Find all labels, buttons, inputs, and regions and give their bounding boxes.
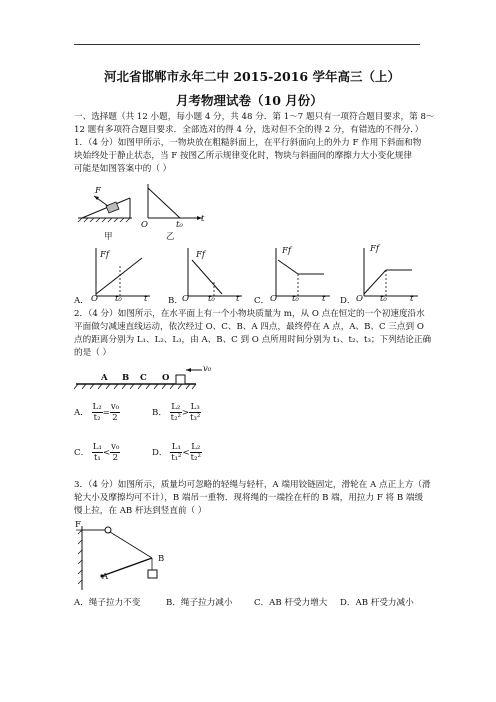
q2-option-C-label: C． — [74, 448, 90, 458]
q3-label-F: F — [75, 520, 81, 530]
fraction: $\frac{\text{v₀}}{2}$ — [111, 442, 120, 463]
q1-option-C-label[interactable]: C． — [254, 296, 270, 306]
q1-D-O: O — [356, 294, 363, 304]
q1-D-Ff: Ff — [370, 244, 380, 254]
q3-option-D[interactable]: D．AB 杆受力减小 — [340, 598, 414, 608]
q1-B-Ff: Ff — [196, 250, 206, 260]
q2-point-O: O — [162, 373, 170, 383]
section-heading-line2: 12 题有多项符合题目要求．全部选对的得 4 分，选对但不全的得 2 分，有错选的不得分．） — [74, 125, 424, 135]
q1-label-F: F — [95, 186, 101, 196]
q1-B-O: O — [182, 294, 189, 304]
page-title: 河北省邯郸市永年二中 2015-2016 学年高三（上） — [104, 69, 400, 84]
q2-option-D[interactable]: D． $\frac{\text{L₁}}{\text{t₁²}}$ < $\frac{\text{L₂}}{\text{t₂²}}$ — [152, 442, 201, 463]
q3-option-C[interactable]: C．AB 杆受力增大 — [254, 598, 328, 608]
block — [106, 202, 119, 213]
q1-option-C-graph — [268, 246, 338, 302]
rod-AB — [102, 558, 152, 576]
weight — [148, 570, 157, 578]
q1-option-D-graph — [356, 246, 426, 302]
q3-text-line2: 轮大小及摩擦均可不计），B 端吊一重物．现将绳的一端拴在杆的 B 端，用拉力 F 将 B 端缓 — [74, 493, 424, 503]
q1-text-line3: 可能是如图答案中的（ ） — [74, 164, 172, 174]
q1-A-t: t — [144, 294, 148, 304]
q1-option-A-graph — [88, 246, 158, 302]
fraction: $\frac{\text{L₁}}{\text{t₁²}}$ — [171, 442, 182, 463]
q1-graph-t: t — [201, 214, 205, 224]
q1-C-Ff: Ff — [282, 246, 292, 256]
q1-text-line2: 块始终处于静止状态，当 F 按图乙所示规律变化时，物块与斜面间的摩擦力大小变化规律 — [74, 151, 412, 161]
top-rule — [74, 44, 420, 45]
q2-v0-label: v₀ — [203, 364, 212, 374]
q3-figure-pulley — [72, 520, 172, 592]
block — [176, 375, 185, 384]
q2-option-D-label: D． — [152, 448, 168, 458]
q2-text-line1: 2．（4 分）如图所示，在水平面上有一个小物块质量为 m，从 O 点在恒定的一个初速度沿水 — [74, 309, 425, 319]
q1-A-O: O — [91, 294, 98, 304]
q1-C-O: O — [270, 294, 277, 304]
q3-text-line3: 慢上拉，在 AB 杆达到竖直前（ ） — [74, 506, 207, 516]
q1-A-t0: t₀ — [115, 294, 122, 304]
section-heading-line1: 一、选择题（共 12 小题，每小题 4 分，共 48 分．第 1～7 题只有一项符合题目要求，第 8～ — [74, 112, 435, 122]
q1-option-A-label[interactable]: A． — [74, 296, 89, 306]
fraction: $\frac{\text{L₂}}{\text{t₂}}$ — [92, 402, 102, 423]
q1-D-t: t — [410, 294, 414, 304]
F-line — [148, 188, 180, 218]
q1-C-t: t — [322, 294, 326, 304]
page-subtitle: 月考物理试卷（10 月份） — [176, 93, 323, 108]
q2-point-A: A — [101, 373, 108, 383]
fraction: $\frac{\text{L₂}}{\text{t₂²}}$ — [170, 402, 181, 423]
q2-point-B: B — [122, 373, 130, 383]
q3-label-B: B — [158, 554, 165, 564]
fraction: $\frac{\text{L₁}}{\text{t₁}}$ — [92, 442, 102, 463]
q1-text-line1: 1．（4 分）如图甲所示，一物块放在粗糙斜面上，在平行斜面向上的外力 F 作用下斜面和物 — [74, 138, 422, 148]
q2-text-line3: 点的距离分别为 L₁、L₂、L₃，由 A、B、C 到 O 点所用时间分别为 t₁、t₂、t₃；下列结论正确 — [74, 335, 432, 345]
q1-B-t0: t₀ — [208, 294, 215, 304]
q1-figure-label-yi: 乙 — [166, 232, 175, 242]
q2-option-C[interactable]: C． $\frac{\text{L₁}}{\text{t₁}}$ < $\frac{\text{v₀}}{2}$ — [74, 442, 120, 463]
q2-option-A-label: A． — [74, 408, 89, 418]
q1-figure-Ft-graph — [140, 182, 210, 232]
q2-option-B[interactable]: B． $\frac{\text{L₂}}{\text{t₂²}}$ > $\frac{\text{L₃}}{\text{t₃²}}$ — [152, 402, 201, 423]
fraction: $\frac{\text{L₂}}{\text{t₂²}}$ — [190, 442, 201, 463]
q1-option-B-graph — [180, 246, 250, 302]
fraction: $\frac{\text{v₀}}{2}$ — [110, 402, 120, 423]
q1-option-D-label[interactable]: D． — [340, 296, 356, 306]
q1-graph-O: O — [141, 220, 148, 230]
q1-A-Ff: Ff — [100, 250, 110, 260]
q1-graph-t0: t₀ — [176, 220, 183, 230]
q2-option-A[interactable]: A． $\frac{\text{L₂}}{\text{t₂}}$ = $\frac{\text{v₀}}{2}$ — [74, 402, 120, 423]
q1-figure-label-jia: 甲 — [104, 232, 113, 242]
q3-label-A: A — [102, 572, 109, 582]
q3-text-line1: 3．（4 分）如图所示，质量均可忽略的轻绳与轻杆，A 端用铰链固定，滑轮在 A 点正上方（滑 — [74, 480, 431, 490]
fraction: $\frac{\text{L₃}}{\text{t₃²}}$ — [190, 402, 201, 423]
q1-option-B-label[interactable]: B． — [168, 296, 183, 306]
q2-option-B-label: B． — [152, 408, 167, 418]
q1-D-t0: t₀ — [380, 294, 387, 304]
q1-C-t0: t₀ — [292, 294, 299, 304]
q2-point-C: C — [140, 373, 147, 383]
rope-to-B — [110, 532, 152, 558]
q1-B-t: t — [236, 294, 240, 304]
q3-option-A[interactable]: A．绳子拉力不变 — [74, 598, 141, 608]
q3-option-B[interactable]: B．绳子拉力减小 — [166, 598, 233, 608]
q2-text-line4: 的是（ ） — [74, 348, 112, 358]
q2-text-line2: 平面做匀减速直线运动，依次经过 O、C、B、A 四点，最终停在 A 点，A、B、C 三点到 O — [74, 322, 424, 332]
